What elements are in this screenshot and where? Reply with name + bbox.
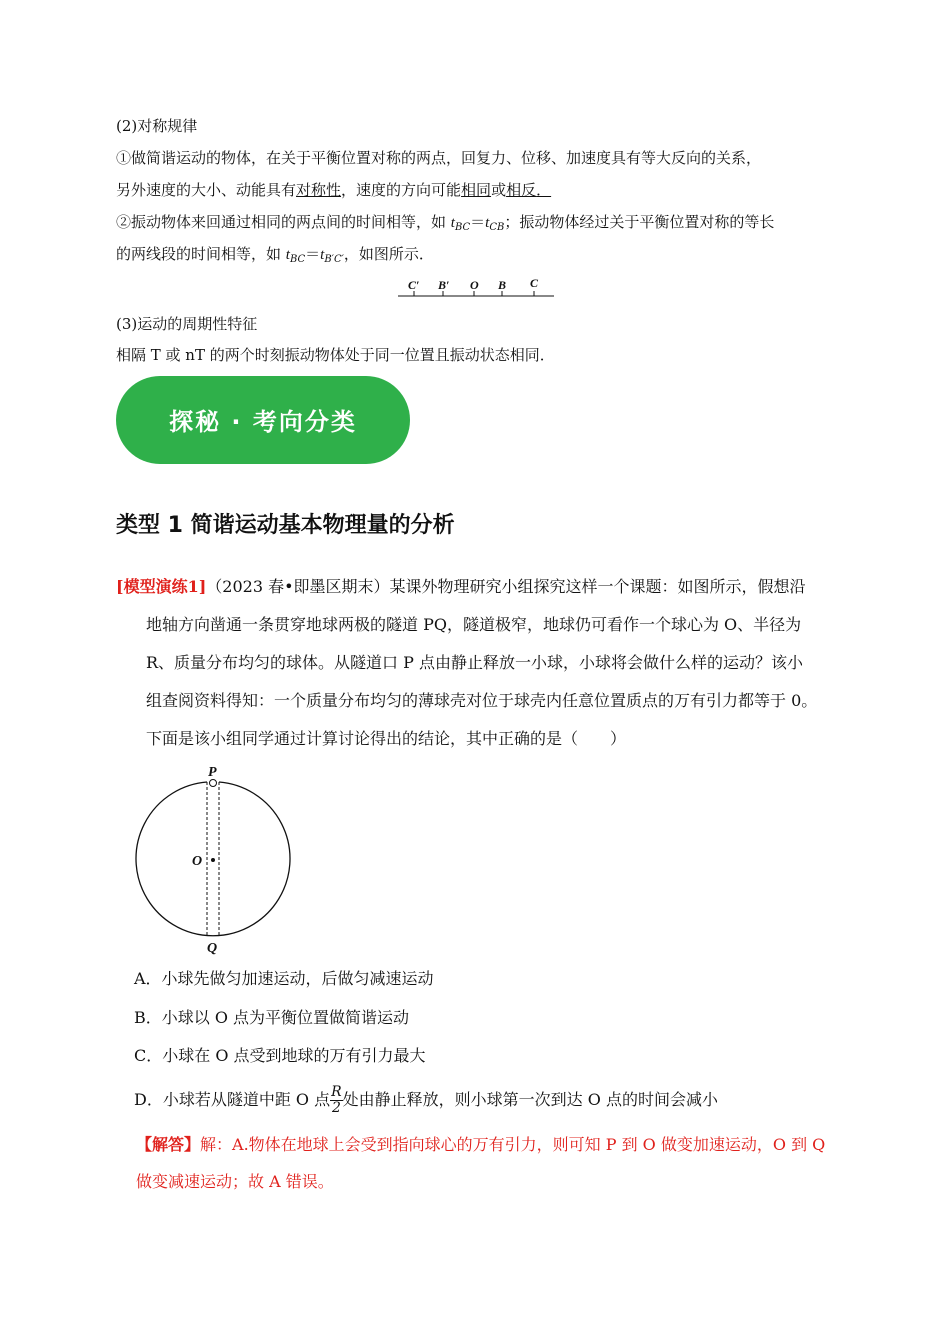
numerator: R (331, 1084, 342, 1100)
sec3-title: (3)运动的周期性特征 (116, 315, 258, 333)
fraction-r-over-2 (330, 1085, 343, 1116)
option-c[interactable]: C．小球在 O 点受到地球的万有引力最大 (134, 1046, 426, 1065)
option-d[interactable] (134, 1085, 718, 1116)
option-b[interactable]: B．小球以 O 点为平衡位置做简谐运动 (134, 1008, 410, 1027)
points-line-diagram (390, 272, 560, 302)
question-tag: [模型演练1] (116, 577, 207, 596)
math-sub: CB (489, 222, 505, 233)
ball (210, 780, 217, 787)
question-line-1 (116, 576, 806, 598)
question-line-3: R、质量分布均匀的球体。从隧道口 P 点由静止释放一小球，小球将会做什么样的运动？该小 (146, 653, 803, 672)
text: ②振动物体来回通过相同的两点间的时间相等，如 (116, 213, 451, 231)
sec2-para1-line2 (116, 180, 551, 200)
question-line-2: 地轴方向凿通一条贯穿地球两极的隧道 PQ，隧道极窄，地球仍可看作一个球心为 O、半径为 (146, 615, 802, 634)
answer-line-2: 做变减速运动；故 A 错误。 (136, 1172, 334, 1191)
text: （2023 春•即墨区期末）某课外物理研究小组探究这样一个课题：如图所示，假想沿 (206, 577, 806, 596)
label-c: C (530, 276, 539, 290)
math-t: t (285, 247, 290, 263)
center-point (211, 858, 215, 862)
math-t: t (485, 215, 490, 231)
earth-tunnel-diagram (128, 760, 298, 956)
sec2-title: (2)对称规律 (116, 117, 198, 135)
label-o: O (470, 278, 479, 292)
answer-line-1 (136, 1134, 825, 1156)
text: ． (536, 181, 552, 199)
underlined-symmetry: 对称性 (296, 181, 342, 199)
sec2-para1-line1: ①做简谐运动的物体，在关于平衡位置对称的两点，回复力、位移、加速度具有等大反向的关系， (116, 149, 762, 167)
text: 解：A.物体在地球上会受到指向球心的万有引力，则可知 P 到 O 做变加速运动，O 到 Q (200, 1135, 826, 1154)
text: 的两线段的时间相等，如 (116, 245, 286, 263)
math-sub: B′C′ (324, 254, 344, 265)
math-sub: BC (454, 222, 471, 233)
math-sub: BC (289, 254, 306, 265)
question-line-4: 组查阅资料得知：一个质量分布均匀的薄球壳对位于球壳内任意位置质点的万有引力都等于 0。 (146, 691, 818, 710)
question-line-5: 下面是该小组同学通过计算讨论得出的结论，其中正确的是（ ） (146, 729, 627, 748)
math-eq: ＝ (305, 245, 321, 263)
label-c-prime: C′ (408, 278, 420, 292)
sec2-para2-line2 (116, 244, 434, 270)
math-eq: ＝ (470, 213, 486, 231)
text: D．小球若从隧道中距 O 点 (134, 1090, 331, 1109)
banner-label: 探秘 · 考向分类 (169, 408, 357, 436)
denominator: 2 (331, 1100, 341, 1116)
label-b: B (498, 278, 507, 292)
math-t: t (450, 215, 455, 231)
sec2-para2-line1 (116, 212, 774, 238)
sec3-text: 相隔 T 或 nT 的两个时刻振动物体处于同一位置且振动状态相同． (116, 346, 555, 364)
label-p: P (208, 765, 217, 780)
underlined-opposite: 相反 (506, 181, 537, 199)
type-heading: 类型 1 简谐运动基本物理量的分析 (116, 513, 455, 538)
label-q: Q (207, 941, 218, 956)
text: ，速度的方向可能 (341, 181, 462, 199)
text: ；振动物体经过关于平衡位置对称的等长 (504, 213, 775, 231)
text: ，如图所示． (343, 245, 434, 263)
text: 另外速度的大小、动能具有 (116, 181, 297, 199)
section-banner (116, 376, 410, 464)
math-t: t (320, 247, 325, 263)
label-o-center: O (192, 854, 203, 869)
underlined-same: 相同 (461, 181, 492, 199)
text: 处由静止释放，则小球第一次到达 O 点的时间会减小 (342, 1090, 718, 1109)
option-a[interactable]: A．小球先做匀加速运动，后做匀减速运动 (134, 969, 434, 988)
label-b-prime: B′ (438, 278, 450, 292)
text: 或 (491, 181, 507, 199)
answer-tag: 【解答】 (136, 1135, 201, 1154)
